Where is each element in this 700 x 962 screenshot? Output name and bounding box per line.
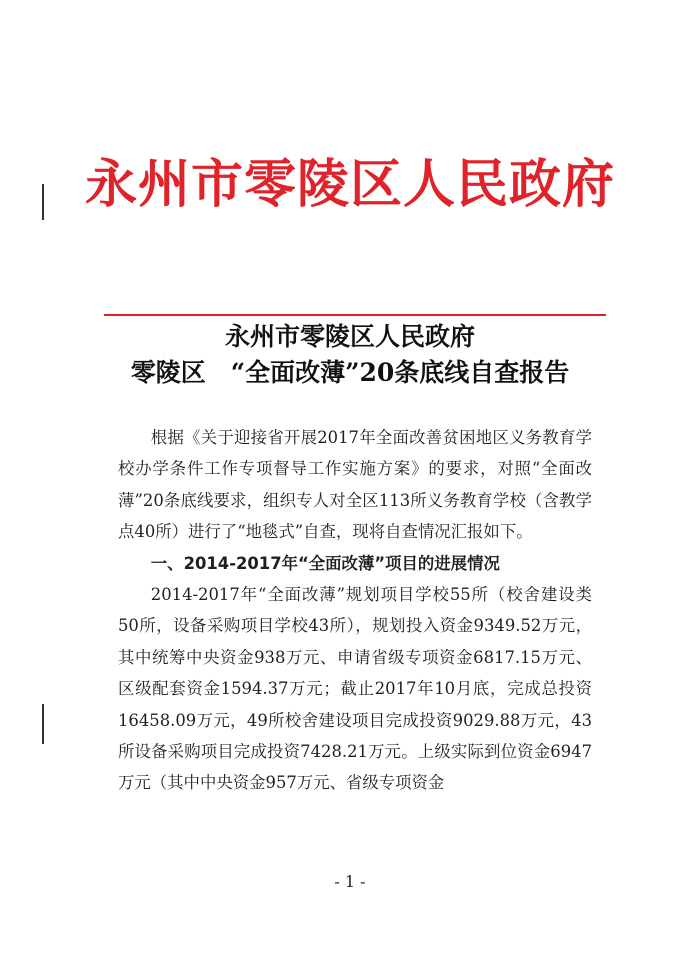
paragraph-progress: 2014-2017年“全面改薄”规划项目学校55所（校舍建设类50所，设备采购项目学校43所），规划投入资金9349.52万元，其中统筹中央资金938万元、申请省级专项资金6817.15万元、区级配套资金1594.37万元；截止2017年10月底，完成总投资16458.09万元，49所校舍建设项目完成投资9029.88万元，43所设备采购项目完成投资7428.21万元。上级实际到位资金6947万元（其中中央资金957万元、省级专项资金 bbox=[118, 585, 592, 793]
binding-mark bbox=[42, 704, 44, 744]
page-number: - 1 - bbox=[334, 872, 366, 891]
document-title-line-1: 永州市零陵区人民政府 bbox=[224, 322, 475, 351]
letterhead: 永州市零陵区人民政府 bbox=[84, 154, 615, 215]
letterhead-divider bbox=[104, 314, 606, 316]
paragraph-intro: 根据《关于迎接省开展2017年全面改善贫困地区义务教育学校办学条件工作专项督导工作实施方案》的要求，对照“全面改薄”20条底线要求，组织专人对全区113所义务教育学校（含教学点40所）进行了“地毯式”自查，现将自查情况汇报如下。 bbox=[118, 428, 592, 542]
document-title-line-2: 零陵区 “全面改薄”20条底线自查报告 bbox=[130, 358, 570, 387]
document-body bbox=[118, 422, 592, 799]
section-heading: 一、2014-2017年“全面改薄”项目的进展情况 bbox=[150, 553, 500, 573]
